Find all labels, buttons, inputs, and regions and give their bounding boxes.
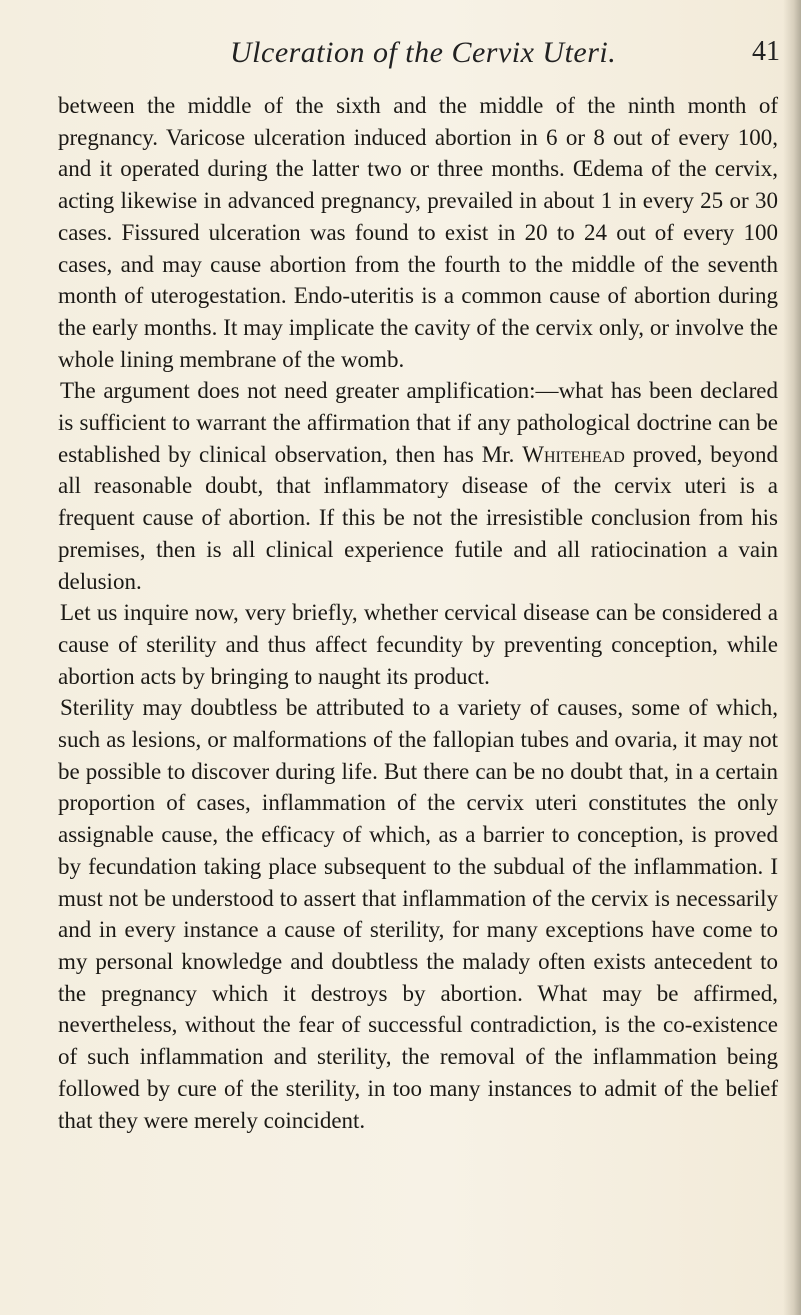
page-number: 41 <box>752 36 780 67</box>
body-text <box>58 90 778 1136</box>
page-header <box>90 36 780 76</box>
paragraph-2-before: The argument does not need greater amplification:—what has been declared is sufficient to warrant the affirmation that if any pathological doctrine can be established by clinical observation, then has Mr. <box>58 378 778 467</box>
paragraph-2 <box>58 375 778 597</box>
paragraph-4: Sterility may doubtless be attributed to a variety of causes, some of which, such as lesions, or malformations of the fallopian tubes and ovaria, it may not be possible to discover during life. But there can be no doubt that, in a certain proportion of cases, inflammation of the cervix uteri constitutes the only assignable cause, the efficacy of which, as a barrier to conception, is proved by fecundation taking place subsequent to the subdual of the inflammation. I must not be understood to assert that inflammation of the cervix is necessarily and in every instance a cause of sterility, for many exceptions have come to my personal knowledge and doubtless the malady often exists antecedent to the pregnancy which it destroys by abortion. What may be affirmed, nevertheless, without the fear of successful contradiction, is the co-existence of such inflammation and sterility, the removal of the inflammation being followed by cure of the sterility, in too many instances to admit of the belief that they were merely coincident. <box>58 695 778 1133</box>
running-title: Ulceration of the Cervix Uteri. <box>230 36 617 69</box>
page-edge-shadow <box>783 0 801 1315</box>
paragraph-1: between the middle of the sixth and the middle of the ninth month of pregnancy. Varicose ulceration induced abortion in 6 or 8 out of every 100, and it operated during the latter two or three months. Œdema of the cervix, acting likewise in advanced pregnancy, prevailed in about 1 in every 25 or 30 cases. Fissured ulceration was found to exist in 20 to 24 out of every 100 cases, and may cause abortion from the fourth to the middle of the seventh month of uterogestation. Endo-uteritis is a common cause of abortion during the early months. It may implicate the cavity of the cervix only, or involve the whole lining membrane of the womb. <box>58 93 778 372</box>
author-name-whitehead: Whitehead <box>522 441 625 467</box>
paragraph-3: Let us inquire now, very briefly, whether cervical disease can be considered a cause of sterility and thus affect fecundity by preventing conception, while abortion acts by bringing to naught its product. <box>58 600 778 689</box>
paragraph-2-after: proved, beyond all reasonable doubt, that inflammatory disease of the cervix uteri is a frequent cause of abortion. If this be not the irresistible conclusion from his premises, then is all clinical experience futile and all ratiocination a vain delusion. <box>58 441 778 594</box>
